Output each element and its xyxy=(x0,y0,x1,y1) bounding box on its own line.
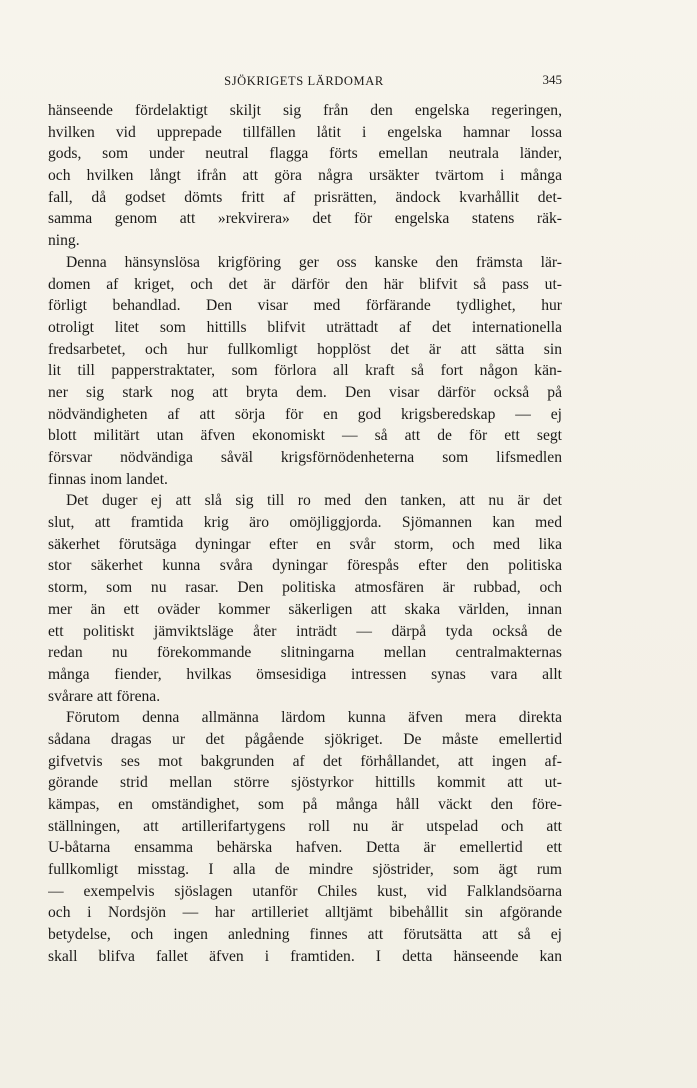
text-line: Denna hänsynslösa krigföring ger oss kanske den främsta lär- xyxy=(66,253,562,271)
text-line: hvilken vid upprepade tillfällen låtit i engelska hamnar lossa xyxy=(48,123,562,141)
text-line: storm, som nu rasar. Den politiska atmosfären är rubbad, och xyxy=(48,579,562,597)
text-line: förligt behandlad. Den visar med förfärande tydlighet, hur xyxy=(48,297,562,315)
text-line: otroligt litet som hittills blifvit uträttadt af det internationella xyxy=(48,318,562,336)
text-line: gifvetvis ses mot bakgrunden af det förhållandet, att ingen af- xyxy=(48,752,562,770)
text-line: många fiender, hvilkas ömsesidiga intressen synas vara allt xyxy=(48,665,562,683)
text-line: mer än ett oväder kommer säkerligen att skaka världen, innan xyxy=(48,600,562,618)
text-line: domen af kriget, och det är därför den här blifvit så pass ut- xyxy=(48,275,562,293)
text-line: finnas inom landet. xyxy=(48,470,168,488)
text-line: betydelse, och ingen anledning finnes att förutsätta att så ej xyxy=(48,926,562,944)
page-number: 345 xyxy=(542,72,562,87)
text-line: hänseende fördelaktigt skiljt sig från den engelska regeringen, xyxy=(48,102,562,119)
text-line: redan nu förekommande slitningarna mellan centralmakternas xyxy=(48,644,562,662)
text-line: gods, som under neutral flagga förts emellan neutrala länder, xyxy=(48,145,562,163)
text-line: — exempelvis sjöslagen utanför Chiles kust, vid Falklandsöarna xyxy=(48,882,562,900)
text-line: fredsarbetet, och hur fullkomligt hopplöst det är att sätta sin xyxy=(48,340,562,358)
text-line: och i Nordsjön — har artilleriet alltjämt bibehållit sin afgörande xyxy=(48,904,562,922)
text-line: Förutom denna allmänna lärdom kunna äfven mera direkta xyxy=(66,709,562,727)
text-line: svårare att förena. xyxy=(48,687,161,705)
text-line: fall, då godset dömts fritt af prisrätten, ändock kvarhållit det- xyxy=(48,188,562,206)
text-line: lit till papperstraktater, som förlora all kraft så fort någon kän- xyxy=(48,362,562,380)
body-text xyxy=(48,100,562,968)
text-line: stor säkerhet kunna svåra dyningar förespås efter den politiska xyxy=(48,557,562,575)
text-line: ner sig stark nog att bryta dem. Den visar därför också på xyxy=(48,383,562,401)
text-line: samma genom att »rekvirera» det för engelska statens räk- xyxy=(48,210,562,228)
text-line: blott militärt utan äfven ekonomiskt — så att de för ett segt xyxy=(48,427,562,445)
running-head xyxy=(48,74,560,90)
text-line: ett politiskt jämviktsläge åter inträdt — därpå tyda också de xyxy=(48,622,562,640)
text-line: nödvändigheten af att sörja för en god krigsberedskap — ej xyxy=(48,405,562,423)
text-line: ning. xyxy=(48,232,80,250)
text-line: kämpas, en omständighet, som på många håll väckt den före- xyxy=(48,796,562,813)
text-line: och hvilken långt ifrån att göra några ursäkter tvärtom i många xyxy=(48,167,562,185)
text-line: Det duger ej att slå sig till ro med den tanken, att nu är det xyxy=(66,492,562,510)
text-line: säkerhet förutsäga dyningar efter en svår storm, och med lika xyxy=(48,535,562,553)
text-line: slut, att framtida krig äro omöjliggjorda. Sjömannen kan med xyxy=(48,514,562,532)
running-title: SJÖKRIGETS LÄRDOMAR xyxy=(224,74,384,88)
text-line: ställningen, att artillerifartygens roll nu är utspelad och att xyxy=(48,817,562,835)
text-line: U-båtarna ensamma behärska hafven. Detta är emellertid ett xyxy=(48,839,562,857)
text-line: fullkomligt misstag. I alla de mindre sjöstrider, som ägt rum xyxy=(48,861,562,879)
text-line: skall blifva fallet äfven i framtiden. I detta hänseende kan xyxy=(48,947,562,965)
text-line: sådana dragas ur det pågående sjökriget. De måste emellertid xyxy=(48,730,562,748)
text-line: görande strid mellan större sjöstyrkor hittills kommit att ut- xyxy=(48,774,562,792)
text-line: försvar nödvändiga såväl krigsförnödenheterna som lifsmedlen xyxy=(48,449,562,466)
